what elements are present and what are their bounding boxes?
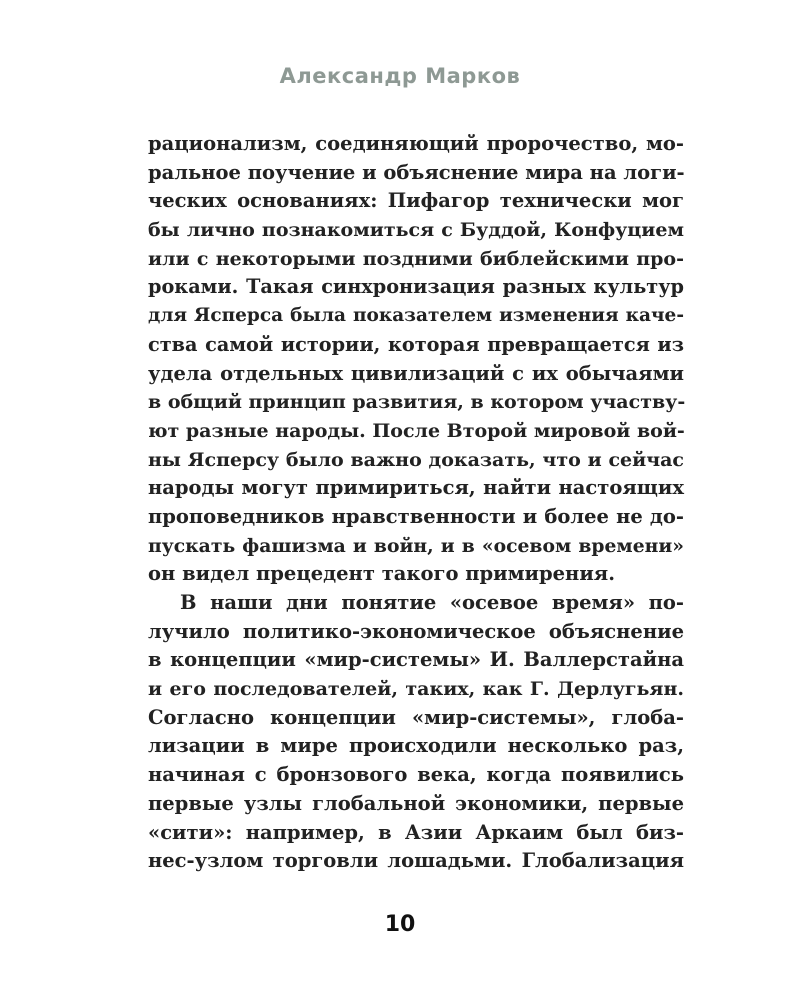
text-line: лизации в мире происходили несколько раз, (148, 734, 684, 758)
text-line: ют разные народы. После Второй мировой вой- (148, 419, 685, 442)
text-line: проповедников нравственности и более не до- (148, 504, 684, 528)
text-line: ческих основаниях: Пифагор технически мог (148, 189, 684, 213)
text-line: рационализм, соединяющий пророчество, мо- (148, 132, 684, 155)
page-number: 10 (384, 912, 416, 937)
text-line-paragraph-start: В наши дни понятие «осевое время» по- (180, 591, 684, 614)
text-line: ства самой истории, которая превращается из (148, 332, 684, 356)
text-line: или с некоторыми поздними библейскими про- (148, 247, 684, 270)
text-line: бы лично познакомиться с Буддой, Конфуцием (148, 219, 684, 242)
text-line: начиная с бронзового века, когда появились (148, 763, 684, 787)
running-head-author: Александр Марков (279, 64, 521, 88)
text-line: народы могут примириться, найти настоящих (148, 476, 684, 500)
text-line: «сити»: например, в Азии Аркаим был биз- (148, 820, 684, 844)
text-line: пускать фашизма и войн, и в «осевом времени» (148, 534, 684, 557)
text-line: лучило политико-экономическое объяснение (148, 619, 684, 643)
text-line: в концепции «мир-системы» И. Валлерстайна (148, 648, 684, 672)
body-text (148, 130, 684, 876)
text-line: роками. Такая синхронизация разных культур (148, 275, 684, 299)
text-line: ральное поучение и объяснение мира на логи- (148, 160, 685, 184)
text-line: Согласно концепции «мир-системы», глоба- (148, 705, 684, 729)
text-line: ны Ясперсу было важно доказать, что и сейчас (148, 448, 684, 471)
text-line: в общий принцип развития, в котором участву- (148, 391, 686, 414)
text-line: он видел прецедент такого примирения. (148, 562, 615, 586)
text-line: первые узлы глобальной экономики, первые (148, 791, 684, 815)
text-line: нес-узлом торговли лошадьми. Глобализация (148, 849, 684, 873)
text-line: и его последователей, таких, как Г. Дерлугьян. (148, 678, 684, 701)
text-line: удела отдельных цивилизаций с их обычаями (148, 361, 684, 385)
text-line: для Ясперса была показателем изменения каче- (148, 305, 684, 327)
